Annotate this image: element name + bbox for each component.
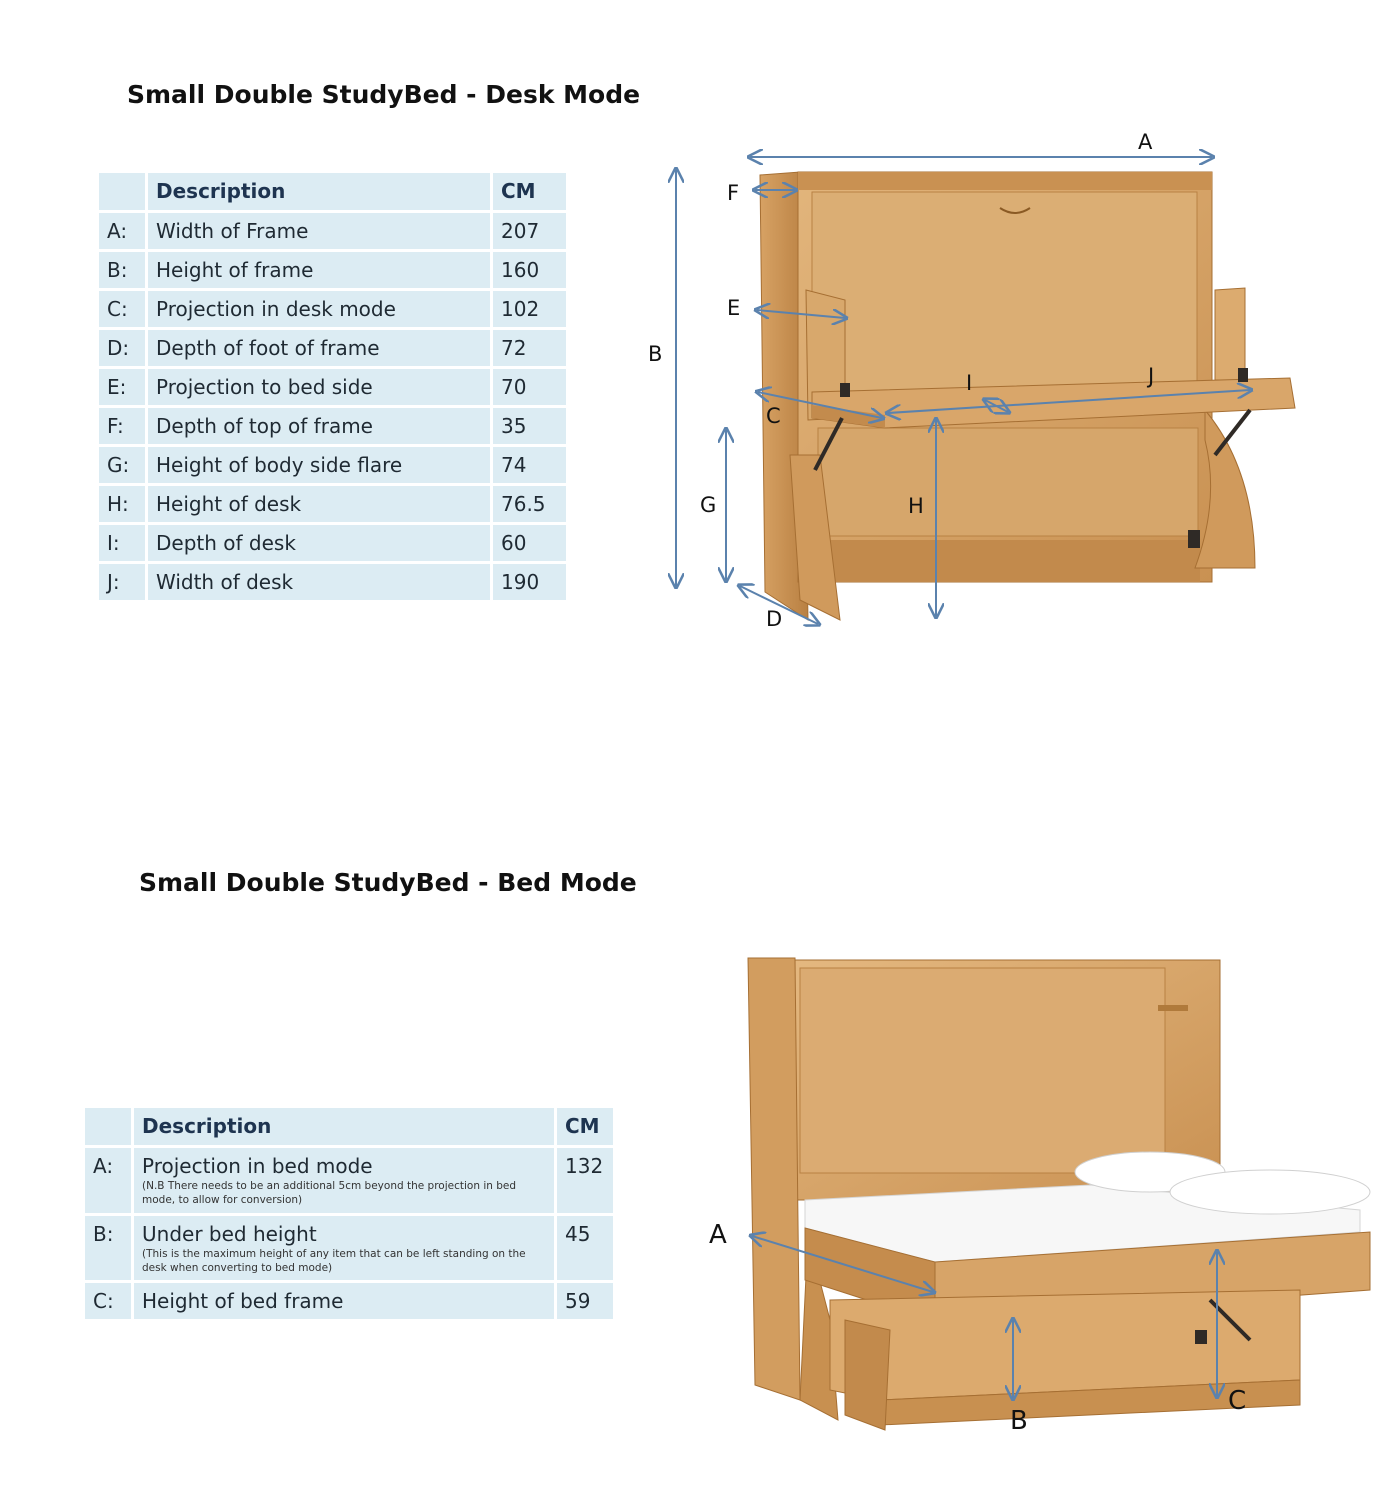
row-cm: 190 [493,564,566,600]
row-letter: A: [99,213,145,249]
row-description: Projection in bed mode [142,1154,373,1178]
row-note: (This is the maximum height of any item that can be left standing on the desk when converting to bed mode) [142,1248,526,1274]
row-letter: G: [99,447,145,483]
header-letter [85,1108,131,1145]
row-cm: 132 [557,1148,613,1213]
table-row [99,213,566,249]
row-description: Depth of foot of frame [148,330,490,366]
row-letter: B: [99,252,145,288]
row-cm: 76.5 [493,486,566,522]
dim-label-c: C [1228,1386,1247,1416]
row-cm: 70 [493,369,566,405]
header-description: Description [134,1108,554,1145]
table-row [99,525,566,561]
row-description: Depth of desk [148,525,490,561]
row-description: Under bed height [142,1222,317,1246]
dim-label-c: C [766,404,781,428]
table-row [99,330,566,366]
header-description: Description [148,173,490,210]
row-description: Height of body side flare [148,447,490,483]
table-row [99,291,566,327]
table-row [99,564,566,600]
table-header-row [85,1108,613,1145]
row-cm: 102 [493,291,566,327]
dim-label-i: I [966,371,973,395]
header-letter [99,173,145,210]
row-note: (N.B There needs to be an additional 5cm beyond the projection in bed mode, to allow for conversion) [142,1180,517,1206]
row-cm: 160 [493,252,566,288]
bed-mode-title: Small Double StudyBed - Bed Mode [139,868,637,897]
dim-label-d: D [766,607,783,631]
row-cm: 35 [493,408,566,444]
row-description: Height of desk [148,486,490,522]
desk-mode-illustration [640,120,1340,640]
row-letter: B: [85,1216,131,1280]
row-cm: 207 [493,213,566,249]
header-cm: CM [557,1108,613,1145]
row-description: Projection in desk mode [148,291,490,327]
table-row [99,447,566,483]
table-row [85,1148,613,1213]
table-row [85,1216,613,1280]
dim-label-f: F [727,181,740,205]
dim-label-h: H [908,494,924,518]
table-row [99,252,566,288]
table-row [85,1283,613,1319]
row-letter: C: [85,1283,131,1319]
desk-mode-title: Small Double StudyBed - Desk Mode [127,80,641,109]
table-row [99,486,566,522]
row-letter: C: [99,291,145,327]
bed-spec-table [82,1105,616,1322]
dim-label-b: B [1010,1406,1028,1436]
table-row [99,369,566,405]
row-cm: 74 [493,447,566,483]
row-description: Height of frame [148,252,490,288]
row-letter: J: [99,564,145,600]
row-cm: 60 [493,525,566,561]
bed-cabinet [748,958,1370,1430]
dim-label-e: E [727,296,741,320]
dim-label-j: J [1148,364,1155,388]
dim-label-a: A [1138,130,1153,154]
dim-label-a: A [709,1220,727,1250]
row-description: Width of Frame [148,213,490,249]
row-cm: 72 [493,330,566,366]
table-header-row [99,173,566,210]
row-letter: E: [99,369,145,405]
row-letter: A: [85,1148,131,1213]
row-cm: 45 [557,1216,613,1280]
dim-label-b: B [648,342,663,366]
row-letter: F: [99,408,145,444]
table-row [99,408,566,444]
row-description: Height of bed frame [134,1283,554,1319]
desk-cabinet [760,172,1295,620]
desk-spec-table [96,170,569,603]
row-letter: I: [99,525,145,561]
header-cm: CM [493,173,566,210]
dim-label-g: G [700,493,717,517]
row-letter: D: [99,330,145,366]
row-cm: 59 [557,1283,613,1319]
row-description: Depth of top of frame [148,408,490,444]
bed-mode-illustration [680,940,1380,1460]
row-description: Projection to bed side [148,369,490,405]
row-description: Width of desk [148,564,490,600]
row-letter: H: [99,486,145,522]
